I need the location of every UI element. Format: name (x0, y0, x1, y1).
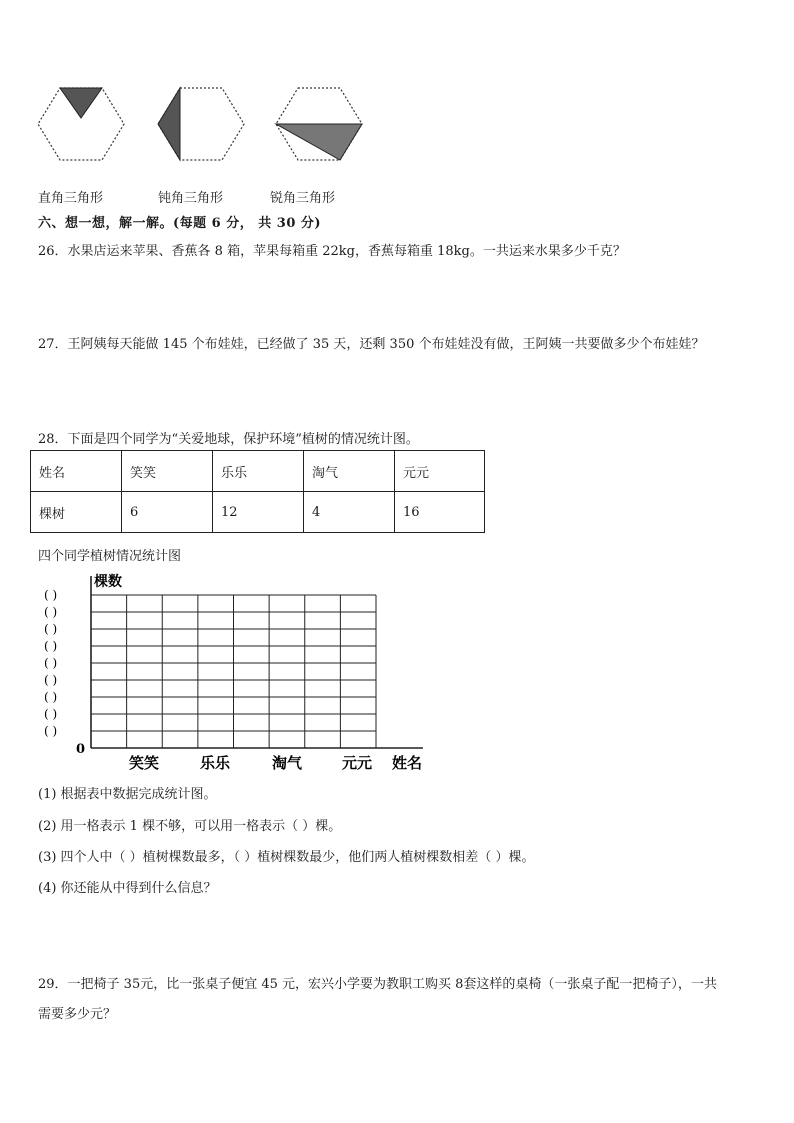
table-cell-count: 16 (395, 492, 485, 533)
table-row (31, 451, 485, 492)
table-row (31, 492, 485, 533)
question-28-part-3: (3) 四个人中（ ）植树棵数最多，（ ）植树棵数最少，他们两人植树棵数相差（ ）棵。 (38, 850, 535, 865)
blank-bar-chart (38, 570, 438, 775)
y-axis-bracket: ( ) (44, 588, 58, 602)
question-28: 28．下面是四个同学为“关爱地球，保护环境”植树的情况统计图。 (38, 432, 419, 447)
hexagon-figures (30, 80, 380, 170)
y-axis-bracket: ( ) (44, 690, 58, 704)
table-cell-count: 4 (304, 492, 395, 533)
x-category-label: 笑笑 (129, 754, 160, 772)
y-axis-bracket: ( ) (44, 622, 58, 636)
hexagon-obtuse-triangle (158, 88, 244, 160)
origin-label: 0 (76, 742, 86, 757)
table-header-name: 姓名 (31, 451, 122, 492)
label-obtuse-triangle: 钝角三角形 (158, 191, 224, 206)
question-28-part-2: (2) 用一格表示 1 棵不够，可以用一格表示（ ）棵。 (38, 819, 342, 834)
label-right-triangle: 直角三角形 (38, 191, 104, 206)
chart-grid (91, 576, 423, 748)
question-28-part-1: (1) 根据表中数据完成统计图。 (38, 787, 217, 802)
table-cell-count: 6 (122, 492, 213, 533)
x-category-label: 乐乐 (200, 754, 231, 772)
x-axis-label: 姓名 (392, 754, 423, 772)
table-header-count: 棵树 (31, 492, 122, 533)
x-category-label: 淘气 (272, 754, 303, 772)
y-axis-bracket: ( ) (44, 707, 58, 721)
y-axis-brackets (44, 588, 57, 738)
y-axis-bracket: ( ) (44, 673, 58, 687)
question-26: 26．水果店运来苹果、香蕉各 8 箱，苹果每箱重 22kg，香蕉每箱重 18kg。一共运来水果多少千克？ (38, 244, 626, 259)
chart-title: 四个同学植树情况统计图 (38, 549, 182, 564)
table-cell-name: 元元 (395, 451, 485, 492)
table-cell-name: 淘气 (304, 451, 395, 492)
question-28-part-4: (4) 你还能从中得到什么信息？ (38, 881, 217, 896)
table-cell-name: 笑笑 (122, 451, 213, 492)
x-category-label: 元元 (342, 754, 373, 772)
hexagon-acute-triangle (276, 88, 362, 160)
question-29-line-1: 29．一把椅子 35元，比一张桌子便宜 45 元，宏兴小学要为教职工购买 8套这样的桌椅（一张桌子配一把椅子），一共 (38, 977, 717, 992)
y-axis-bracket: ( ) (44, 639, 58, 653)
table-cell-count: 12 (213, 492, 304, 533)
tree-table (30, 450, 485, 533)
hexagon-right-triangle (38, 88, 124, 160)
table-cell-name: 乐乐 (213, 451, 304, 492)
y-axis-bracket: ( ) (44, 656, 58, 670)
y-axis-bracket: ( ) (44, 605, 58, 619)
section-6-heading: 六、想一想，解一解。(每题 6 分， 共 30 分) (38, 216, 322, 231)
label-acute-triangle: 锐角三角形 (270, 191, 336, 206)
y-axis-bracket: ( ) (44, 724, 58, 738)
question-29-line-2: 需要多少元？ (38, 1007, 117, 1022)
y-axis-label: 棵数 (94, 574, 122, 590)
question-27: 27．王阿姨每天能做 145 个布娃娃，已经做了 35 天，还剩 350 个布娃娃没有做，王阿姨一共要做多少个布娃娃？ (38, 337, 705, 352)
